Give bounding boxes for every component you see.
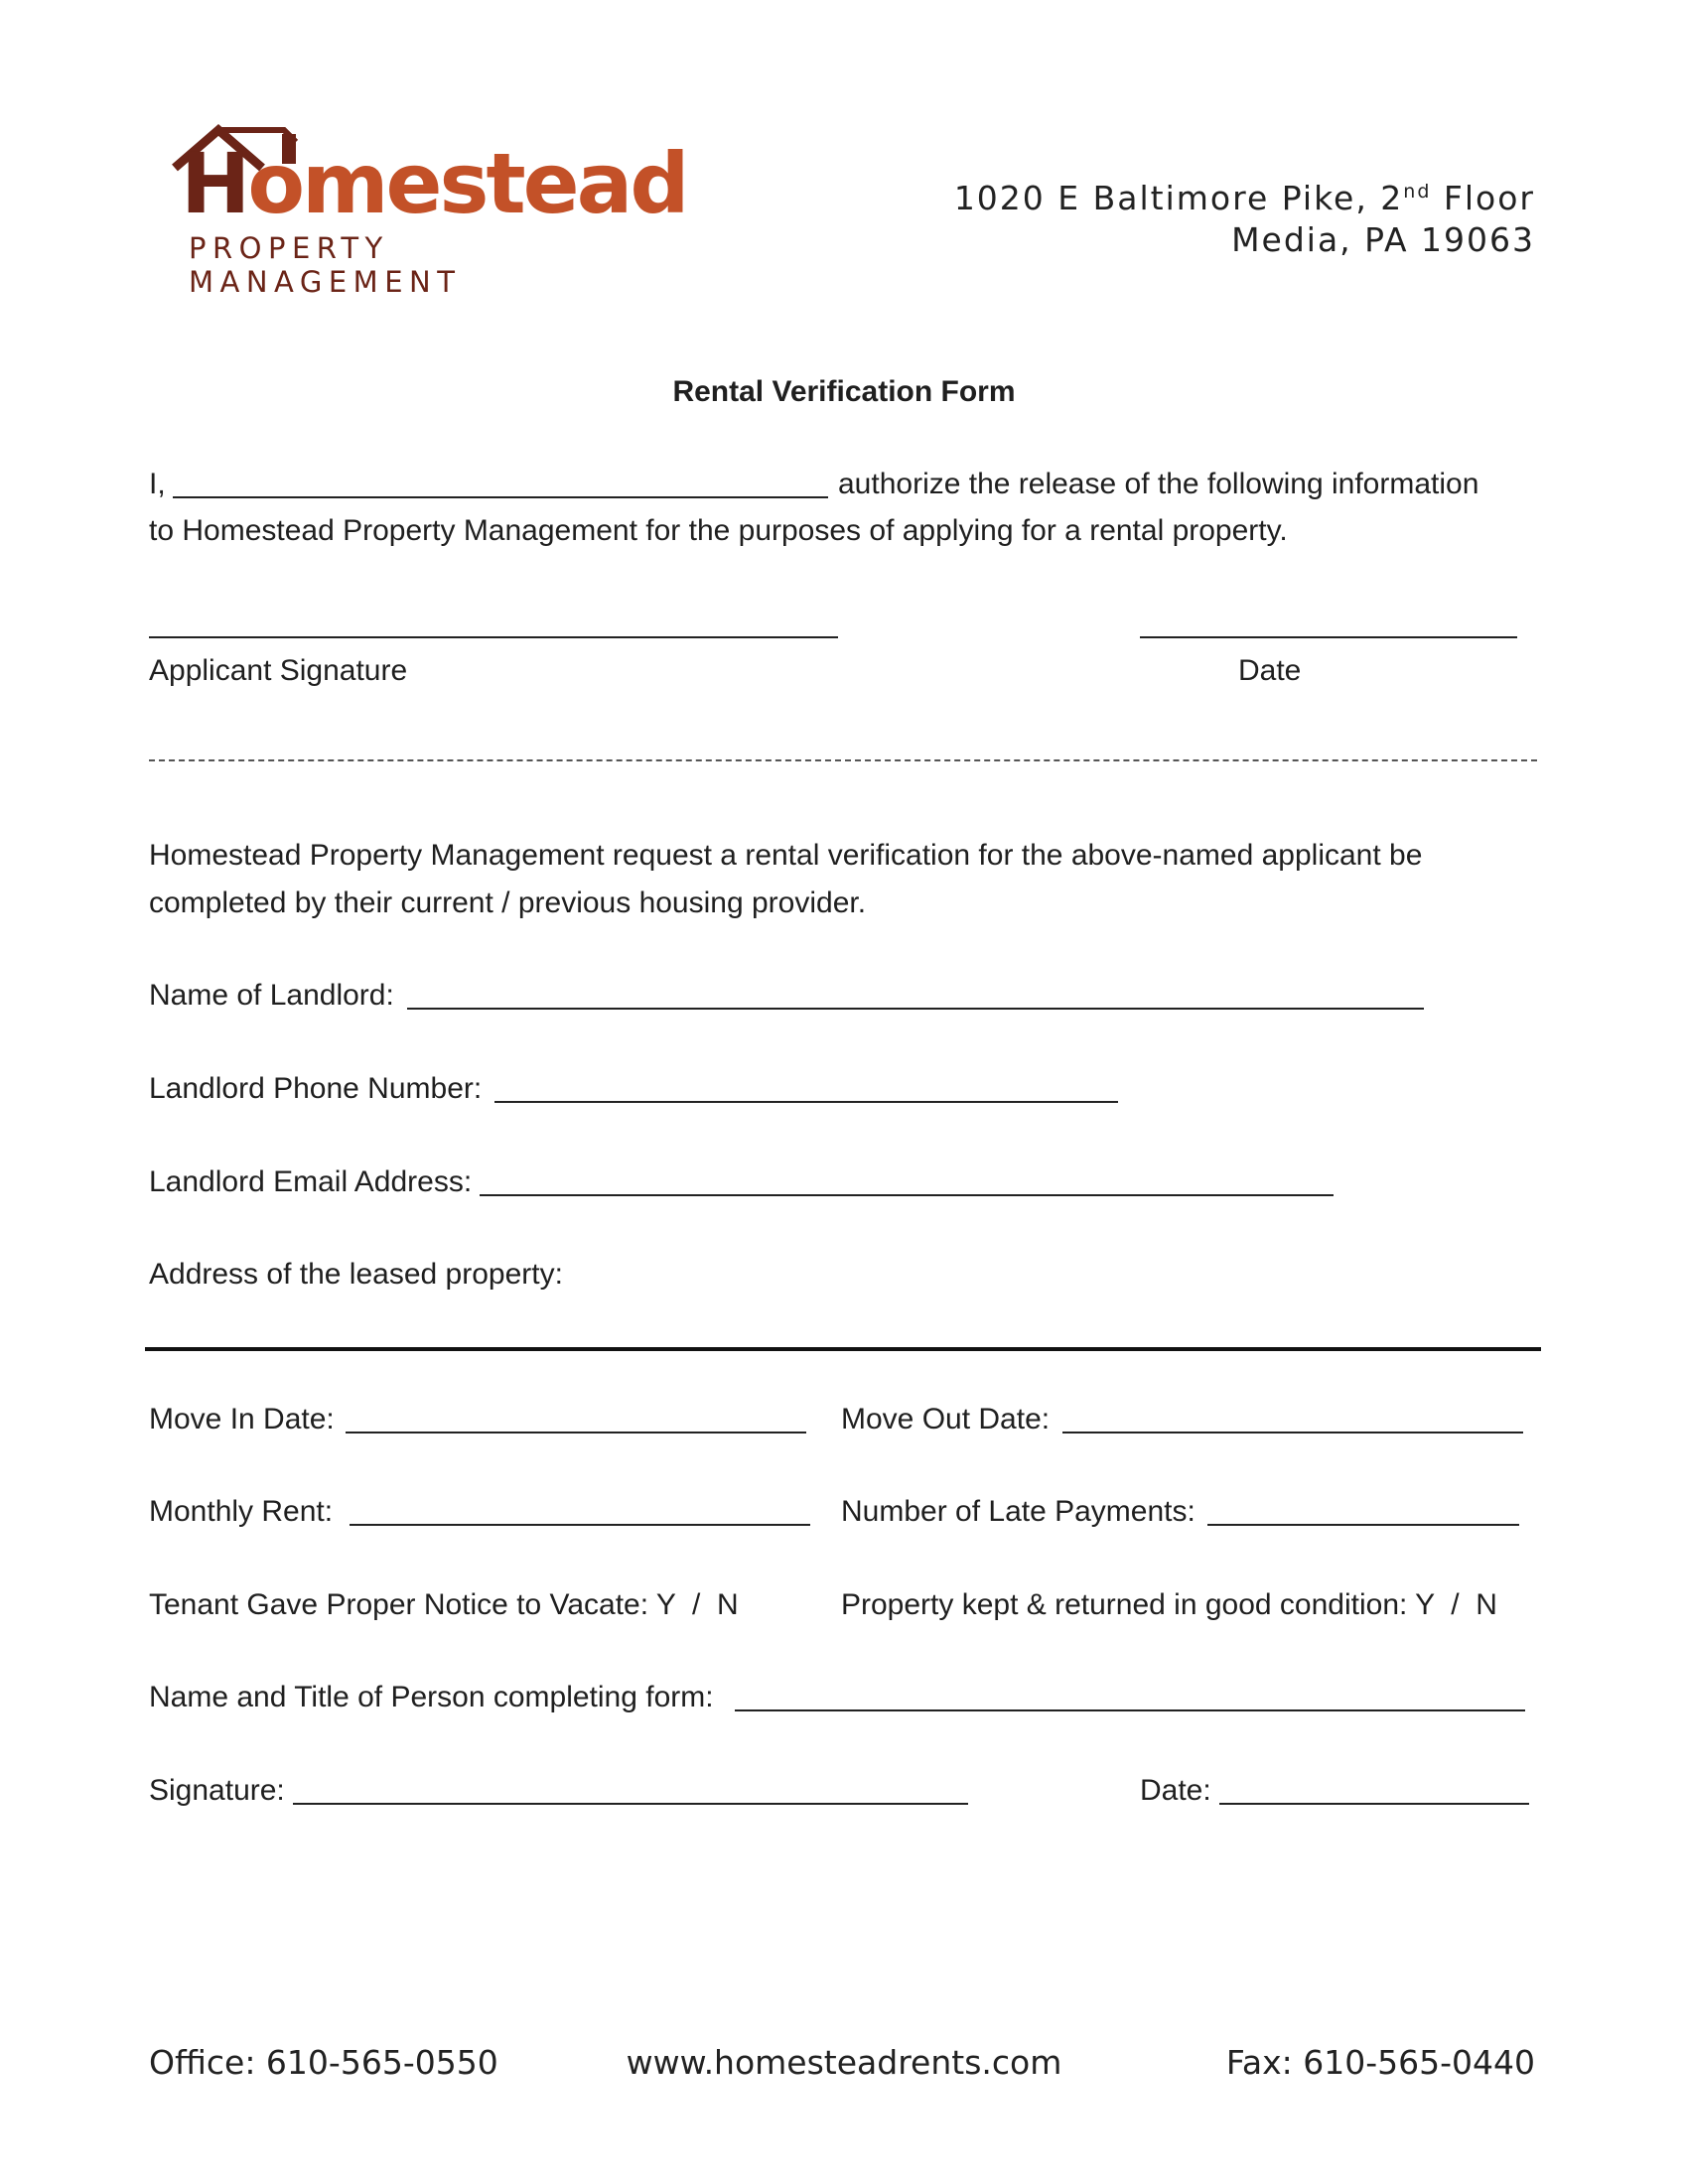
address-line-2: Media, PA 19063 [1231,220,1535,259]
company-address [954,171,1535,261]
move-out-line[interactable] [1062,1432,1523,1433]
cut-line-divider [149,759,1537,761]
completer-name-line[interactable] [735,1709,1525,1711]
logo-subtitle: PROPERTY MANAGEMENT [189,231,462,299]
authorization-text-line-2: to Homestead Property Management for the purposes of applying for a rental property. [149,514,1288,547]
form-title: Rental Verification Form [672,375,1016,408]
date-label: Date: [1140,1774,1211,1807]
authorization-prefix: I, [149,468,166,500]
footer-website[interactable]: www.homesteadrents.com [626,2043,1062,2082]
applicant-date-label: Date [1238,654,1302,687]
request-text-line-2: completed by their current / previous housing provider. [149,887,867,919]
applicant-signature-line[interactable] [149,636,838,638]
completer-name-label: Name and Title of Person completing form: [149,1681,714,1713]
move-out-label: Move Out Date: [841,1403,1051,1435]
date-line[interactable] [1219,1803,1529,1805]
landlord-name-label: Name of Landlord: [149,979,394,1012]
monthly-rent-line[interactable] [350,1524,810,1526]
company-logo [167,124,687,299]
footer-fax: Fax: 610-565-0440 [1225,2043,1535,2082]
move-in-line[interactable] [346,1432,806,1433]
landlord-phone-label: Landlord Phone Number: [149,1072,483,1105]
landlord-email-line[interactable] [480,1194,1334,1196]
logo-brand-rest: omestead [247,135,687,232]
applicant-signature-label: Applicant Signature [149,654,408,687]
monthly-rent-label: Monthly Rent: [149,1495,334,1528]
signature-label: Signature: [149,1774,285,1807]
leased-address-line[interactable] [145,1347,1541,1351]
footer-office-phone: Office: 610-565-0550 [149,2043,498,2082]
property-condition-question[interactable]: Property kept & returned in good condition: Y / N [841,1588,1497,1621]
late-payments-line[interactable] [1207,1524,1519,1526]
move-in-label: Move In Date: [149,1403,335,1435]
notice-to-vacate-question[interactable]: Tenant Gave Proper Notice to Vacate: Y / N [149,1588,739,1621]
landlord-email-label: Landlord Email Address: [149,1165,473,1198]
landlord-phone-line[interactable] [494,1101,1118,1103]
late-payments-label: Number of Late Payments: [841,1495,1196,1528]
applicant-date-line[interactable] [1140,636,1517,638]
signature-line[interactable] [293,1803,968,1805]
address-line-1: 1020 E Baltimore Pike, 2nd Floor [953,179,1535,217]
landlord-name-line[interactable] [407,1008,1424,1010]
logo-wordmark: Homestead [181,135,687,232]
leased-address-label: Address of the leased property: [149,1258,563,1291]
authorizer-name-line[interactable] [173,496,828,498]
request-text-line-1: Homestead Property Management request a rental verification for the above-named applicant be [149,839,1423,872]
authorization-text: authorize the release of the following information [838,468,1479,500]
